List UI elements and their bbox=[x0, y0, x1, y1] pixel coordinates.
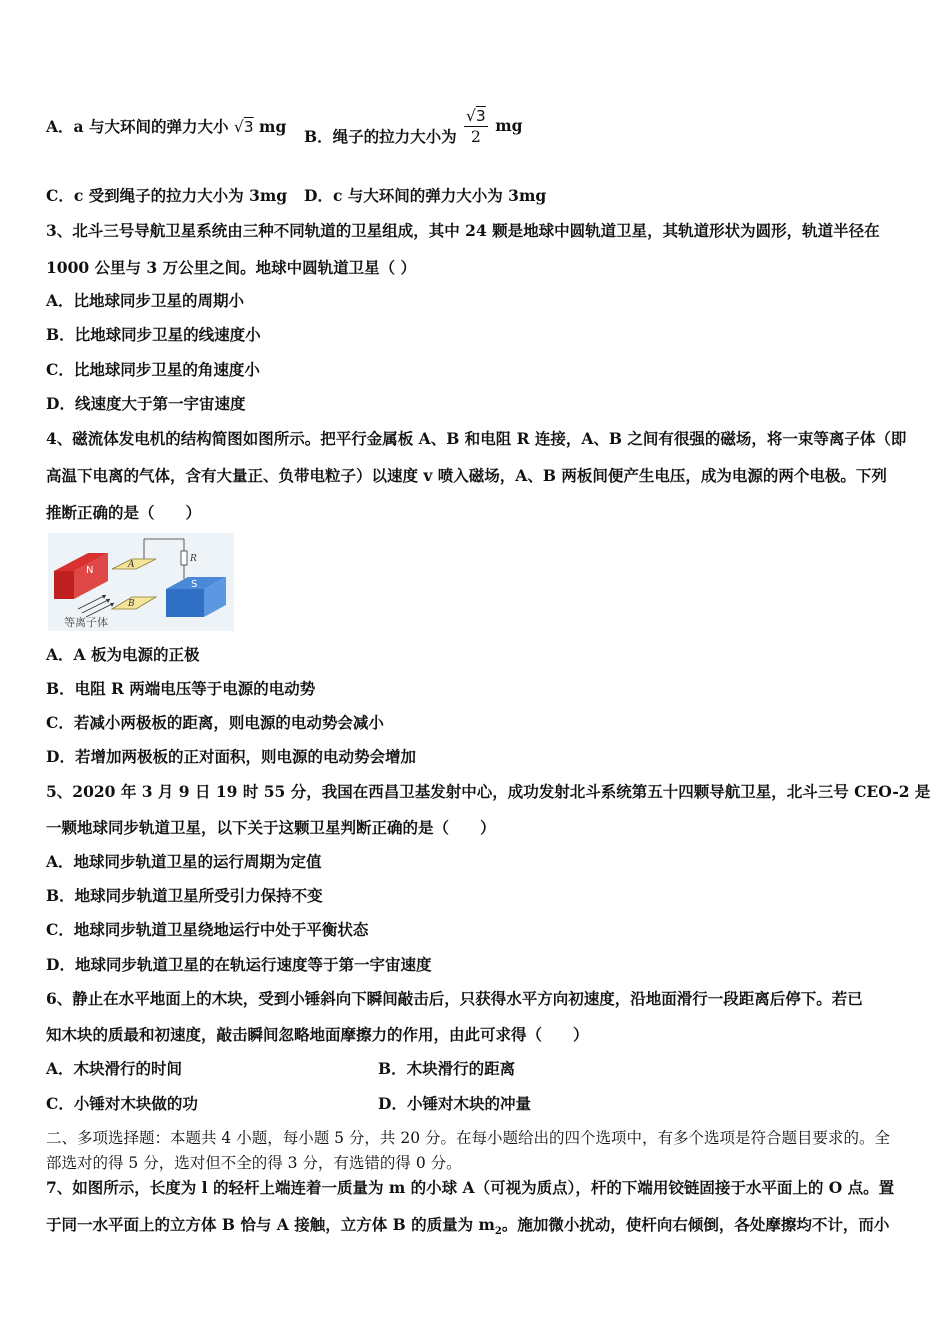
q4-option-a: A．A 板为电源的正极 bbox=[46, 645, 200, 664]
q5-option-d: D．地球同步轨道卫星的在轨运行速度等于第一宇宙速度 bbox=[46, 955, 432, 974]
q4-stem-line1: 4、磁流体发电机的结构简图如图所示。把平行金属板 A、B 和电阻 R 连接，A、B 之间有很强的磁场，将一束等离子体（即 bbox=[46, 429, 907, 448]
q7-stem-line1: 7、如图所示，长度为 l 的轻杆上端连着一质量为 m 的小球 A（可视为质点），杆的下端用铰链固接于水平面上的 O 点。置 bbox=[46, 1178, 895, 1197]
resistor bbox=[181, 551, 187, 565]
plate-a-label: A bbox=[128, 560, 135, 570]
q2-option-c: C．c 受到绳子的拉力大小为 3mg bbox=[46, 186, 288, 205]
q4-option-b: B．电阻 R 两端电压等于电源的电动势 bbox=[46, 679, 316, 698]
section2-line2: 部选对的得 5 分，选对但不全的得 3 分，有选错的得 0 分。 bbox=[46, 1154, 462, 1172]
q5-stem-line2: 一颗地球同步轨道卫星，以下关于这颗卫星判断正确的是（ ） bbox=[46, 818, 496, 837]
q5-option-a: A．地球同步轨道卫星的运行周期为定值 bbox=[46, 852, 322, 871]
q5-option-c: C．地球同步轨道卫星绕地运行中处于平衡状态 bbox=[46, 920, 369, 939]
q2-option-a: A．a 与大环间的弹力大小 √3 mg bbox=[46, 117, 287, 136]
section2-line1: 二、多项选择题：本题共 4 小题，每小题 5 分，共 20 分。在每小题给出的四个选项中，有多个选项是符合题目要求的。全 bbox=[46, 1129, 891, 1147]
q4-option-c: C．若减小两极板的距离，则电源的电动势会减小 bbox=[46, 713, 384, 732]
q3-option-a: A．比地球同步卫星的周期小 bbox=[46, 291, 245, 310]
q6-option-d: D．小锤对木块的冲量 bbox=[378, 1094, 531, 1113]
n-magnet-front bbox=[54, 571, 74, 599]
q7-stem-line2: 于同一水平面上的立方体 B 恰与 A 接触，立方体 B 的质量为 $m_2$。施加微小扰动，使杆向右倾倒，各处摩擦均不计，而小 bbox=[46, 1215, 890, 1238]
q6-option-a: A．木块滑行的时间 bbox=[46, 1059, 183, 1078]
q3-option-c: C．比地球同步卫星的角速度小 bbox=[46, 360, 260, 379]
fraction: $\frac{√3}{2}$ bbox=[466, 107, 486, 146]
q6-option-b: B．木块滑行的距离 bbox=[378, 1059, 516, 1078]
mhd-diagram bbox=[48, 533, 234, 631]
q4-stem-line3: 推断正确的是（ ） bbox=[46, 503, 202, 522]
s-magnet-front bbox=[166, 589, 204, 617]
n-label: N bbox=[86, 565, 94, 576]
q5-stem-line1: 5、2020 年 3 月 9 日 19 时 55 分，我国在西昌卫基发射中心，成功发射北斗系统第五十四颗导航卫星，北斗三号 CEO-2 是 bbox=[46, 782, 931, 801]
q6-option-c: C．小锤对木块做的功 bbox=[46, 1094, 198, 1113]
q4-option-d: D．若增加两极板的正对面积，则电源的电动势会增加 bbox=[46, 747, 416, 766]
q2-option-b: B．绳子的拉力大小为 $\frac{√3}{2}$ mg bbox=[304, 107, 523, 146]
q6-stem-line1: 6、静止在水平地面上的木块，受到小锤斜向下瞬间敲击后，只获得水平方向初速度，沿地面滑行一段距离后停下。若已 bbox=[46, 989, 863, 1008]
resistor-label: R bbox=[190, 554, 197, 564]
q3-option-b: B．比地球同步卫星的线速度小 bbox=[46, 325, 261, 344]
sqrt-symbol: √3 bbox=[233, 118, 254, 136]
q3-stem-line2: 1000 公里与 3 万公里之间。地球中圆轨道卫星（ ） bbox=[46, 258, 417, 277]
q3-option-d: D．线速度大于第一宇宙速度 bbox=[46, 394, 246, 413]
q4-stem-line2: 高温下电离的气体，含有大量正、负带电粒子）以速度 v 喷入磁场，A、B 两板间便产生电压，成为电源的两个电极。下列 bbox=[46, 466, 887, 485]
q3-stem-line1: 3、北斗三号导航卫星系统由三种不同轨道的卫星组成，其中 24 颗是地球中圆轨道卫星，其轨道形状为圆形，轨道半径在 bbox=[46, 221, 880, 240]
s-label: S bbox=[191, 579, 198, 590]
q5-option-b: B．地球同步轨道卫星所受引力保持不变 bbox=[46, 886, 323, 905]
q2-option-a-text: A．a 与大环间的弹力大小 bbox=[46, 117, 229, 136]
q2-option-d: D．c 与大环间的弹力大小为 3mg bbox=[304, 186, 547, 205]
plate-b-label: B bbox=[128, 599, 135, 609]
mhd-generator-figure bbox=[48, 533, 234, 631]
q6-stem-line2: 知木块的质最和初速度，敲击瞬间忽略地面摩擦力的作用，由此可求得（ ） bbox=[46, 1025, 589, 1044]
plasma-caption: 等离子体 bbox=[64, 616, 108, 629]
